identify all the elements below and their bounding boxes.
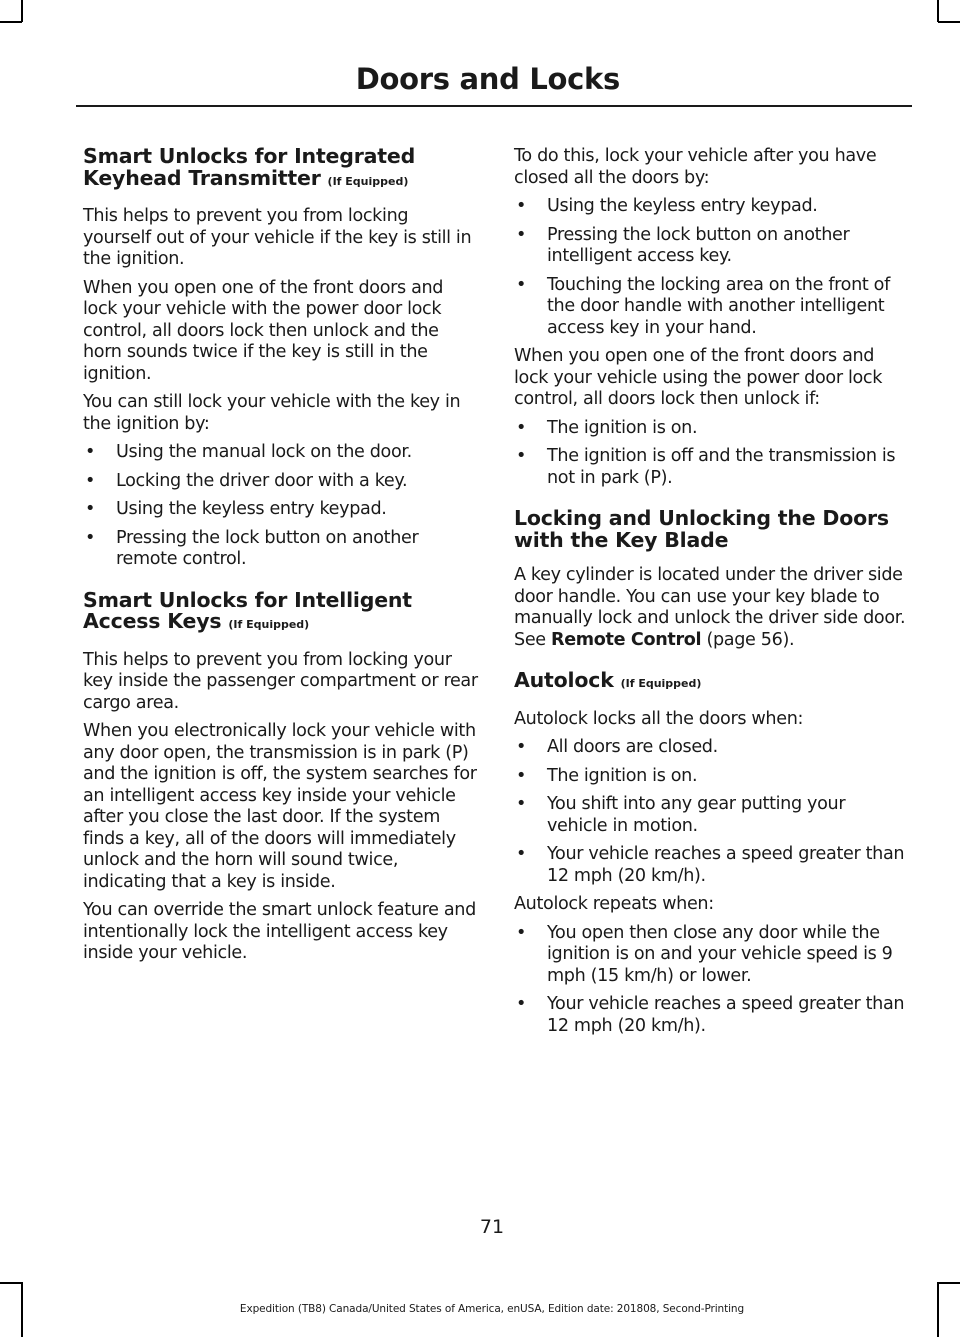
bullet-icon: • — [516, 922, 527, 943]
list-item-text: The ignition is off and the transmission is not in park (P). — [547, 446, 896, 488]
list-item — [514, 766, 910, 788]
list-item — [514, 923, 910, 988]
list-item — [83, 499, 479, 521]
paragraph: To do this, lock your vehicle after you have closed all the doors by: — [514, 146, 877, 188]
heading-text: Smart Unlocks for Intelligent Access Keys — [83, 587, 412, 633]
bullet-list — [83, 442, 479, 571]
paragraph: This helps to prevent you from locking your key inside the passenger compartment or rear cargo area. — [83, 649, 478, 713]
if-equipped-tag: (If Equipped) — [228, 618, 310, 631]
list-item — [514, 196, 910, 218]
bullet-icon: • — [85, 442, 96, 462]
list-item-text: You open then close any door while the ignition is on and your vehicle speed is 9 mph (15 km/h) or lower. — [547, 922, 893, 986]
paragraph-text: A key cylinder is located under the driver side door handle. You can use your key blade to manually lock and unlock the driver side door. See — [514, 565, 906, 650]
list-item-text: Locking the driver door with a key. — [116, 470, 408, 491]
list-item-text: Your vehicle reaches a speed greater than 12 mph (20 km/h). — [547, 844, 905, 886]
paragraph: When you open one of the front doors and lock your vehicle with the power door lock control, all doors lock then unlock and the horn sounds twice if the key is still in the ignition. — [83, 277, 444, 384]
bullet-list — [514, 418, 910, 490]
bullet-icon: • — [516, 274, 527, 295]
crop-mark-bottom-left — [0, 1282, 22, 1284]
bullet-icon: • — [516, 224, 527, 245]
list-item-text: The ignition is on. — [547, 765, 698, 786]
list-item-text: The ignition is on. — [547, 417, 698, 438]
list-item — [514, 418, 910, 440]
list-item — [514, 737, 910, 759]
list-item — [514, 994, 910, 1037]
paragraph: This helps to prevent you from locking yourself out of your vehicle if the key is still in the ignition. — [83, 206, 472, 269]
bullet-icon: • — [516, 446, 527, 466]
list-item-text: Using the keyless entry keypad. — [116, 499, 387, 519]
list-item — [514, 844, 910, 887]
list-item-text: Using the manual lock on the door. — [116, 442, 412, 462]
bullet-icon: • — [516, 765, 527, 786]
bullet-icon: • — [85, 470, 96, 491]
list-item-text: Pressing the lock button on another intelligent access key. — [547, 224, 850, 266]
paragraph: When you electronically lock your vehicle with any door open, the transmission is in park (P) and the ignition is off, the system searches for an intelligent access key inside your vehicle after you close the last door. If the system finds a key, all of the doors will immediately unlock and the horn will sound twice, indicating that a key is inside. — [83, 721, 477, 892]
header-rule — [76, 105, 912, 107]
list-item — [83, 442, 479, 464]
page-header-title: Doors and Locks — [355, 62, 620, 96]
paragraph: You can still lock your vehicle with the key in the ignition by: — [83, 392, 461, 434]
list-item-text: Your vehicle reaches a speed greater than 12 mph (20 km/h). — [547, 994, 905, 1036]
section-heading-integrated-keyhead — [83, 146, 479, 192]
section-heading-intelligent-access — [83, 587, 479, 636]
section-heading-key-blade: Locking and Unlocking the Doors with the Key Blade — [514, 506, 889, 552]
page-number: 71 — [479, 1216, 505, 1238]
crop-mark-top-left — [21, 0, 23, 22]
heading-text: Autolock — [514, 668, 614, 692]
bullet-list — [514, 923, 910, 1038]
paragraph: You can override the smart unlock feature and intentionally lock the intelligent access key inside your vehicle. — [83, 900, 476, 963]
list-item — [514, 794, 910, 837]
heading-text: Smart Unlocks for Integrated Keyhead Transmitter — [83, 144, 416, 190]
bullet-icon: • — [516, 737, 527, 757]
bullet-icon: • — [516, 196, 527, 216]
crop-mark-top-left — [0, 21, 22, 23]
left-column — [83, 146, 479, 972]
paragraph: When you open one of the front doors and lock your vehicle using the power door lock control, all doors lock then unlock if: — [514, 346, 883, 409]
list-item — [83, 528, 479, 571]
list-item — [514, 446, 910, 489]
paragraph: Autolock locks all the doors when: — [514, 708, 804, 729]
bullet-list — [514, 196, 910, 339]
bullet-icon: • — [516, 794, 527, 814]
page-reference: (page 56). — [701, 629, 795, 650]
list-item-text: All doors are closed. — [547, 737, 718, 757]
crop-mark-bottom-right — [938, 1282, 960, 1284]
footer-edition-info: Expedition (TB8) Canada/United States of America, enUSA, Edition date: 201808, Second-Printing — [239, 1303, 745, 1315]
list-item-text: Using the keyless entry keypad. — [547, 196, 818, 216]
if-equipped-tag: (If Equipped) — [620, 677, 702, 690]
bullet-icon: • — [85, 499, 96, 519]
if-equipped-tag: (If Equipped) — [327, 174, 409, 188]
bullet-icon: • — [516, 417, 527, 438]
list-item — [514, 275, 910, 340]
section-heading-autolock — [514, 670, 910, 695]
crop-mark-top-right — [937, 0, 939, 22]
list-item-text: You shift into any gear putting your vehicle in motion. — [547, 794, 846, 836]
cross-reference-link[interactable]: Remote Control — [551, 629, 702, 650]
list-item-text: Pressing the lock button on another remote control. — [116, 527, 419, 569]
list-item — [83, 471, 479, 493]
right-column — [514, 146, 910, 1044]
paragraph — [514, 565, 910, 651]
crop-mark-top-right — [938, 21, 960, 23]
bullet-icon: • — [516, 844, 527, 864]
bullet-icon: • — [85, 527, 96, 548]
bullet-list — [514, 737, 910, 887]
paragraph: Autolock repeats when: — [514, 894, 714, 914]
list-item-text: Touching the locking area on the front of the door handle with another intelligent access key in your hand. — [547, 274, 890, 338]
list-item — [514, 225, 910, 268]
bullet-icon: • — [516, 994, 527, 1014]
